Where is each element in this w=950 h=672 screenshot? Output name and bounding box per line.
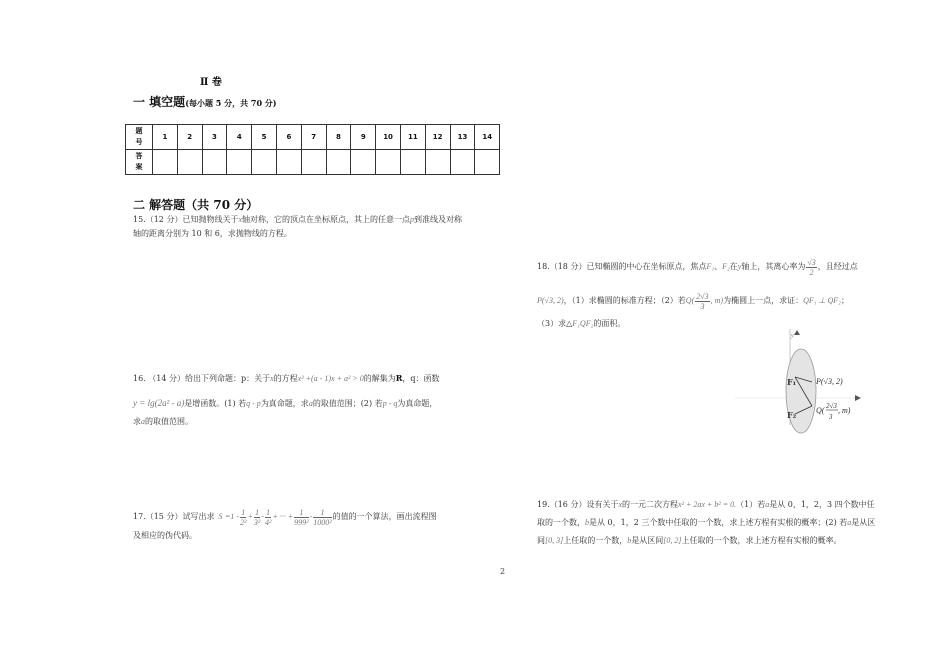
focus-F2-label: F₂	[787, 410, 797, 420]
q16-text-d: ，q：函数	[402, 374, 440, 383]
q19-var-b: b	[585, 518, 589, 527]
q18-text-f: 为椭圆上一点，求证：	[723, 296, 804, 305]
q18-text-g: ；	[840, 296, 849, 305]
question-number-cell: 2	[177, 125, 202, 150]
q18-line-1	[537, 250, 882, 284]
q18-Q-den: 3	[700, 301, 705, 311]
question-number-cell: 1	[153, 125, 178, 150]
answer-cell[interactable]	[153, 150, 178, 175]
question-number-cell: 11	[400, 125, 425, 150]
question-number-cell: 3	[202, 125, 227, 150]
question-number-label: 题 号	[135, 127, 143, 146]
focus-F1-label: F₁	[787, 377, 797, 387]
q17-op-dots: + ··· +	[272, 512, 294, 521]
x-axis-arrow-icon	[855, 395, 861, 401]
q19-var-a-2: a	[847, 518, 852, 527]
q19-text-j: 是从区间	[631, 536, 664, 545]
q17-frac-4	[294, 508, 308, 527]
question-17	[133, 505, 478, 543]
q17-frac-5	[313, 508, 331, 527]
answer-table-header-row	[126, 125, 500, 150]
question-number-cell: 4	[227, 125, 252, 150]
q15-var-p: p	[410, 215, 415, 224]
question-16	[133, 366, 478, 428]
q18-Q-num: 2√3	[696, 291, 709, 301]
q19-text-h: 间	[537, 536, 545, 545]
point-Q-numerator: 2√3	[826, 402, 837, 410]
q18-eccentricity	[806, 258, 816, 277]
q18-text-b: 在	[729, 262, 738, 271]
q17-op-minus: -	[261, 512, 264, 521]
q18-text-e: ，（1）求椭圆的标准方程；（2）若	[563, 296, 686, 305]
answer-table	[125, 124, 500, 175]
question-number-cell: 6	[276, 125, 301, 150]
q19-text-c: （1）若	[736, 500, 766, 509]
q15-var-x: x	[238, 215, 243, 224]
q17-frac-5-den: 1000²	[313, 517, 332, 527]
q17-op-plus: +	[247, 512, 253, 521]
q18-ecc-den: 2	[809, 267, 814, 277]
q17-op-minus-2: -	[309, 512, 313, 521]
q17-line-1	[133, 505, 478, 529]
q19-var-a: a	[765, 500, 770, 509]
q16-text-b: 的方程	[273, 374, 298, 383]
answer-cell[interactable]	[376, 150, 401, 175]
answer-cell[interactable]	[400, 150, 425, 175]
q18-point-Q-pre: Q(	[685, 296, 695, 305]
q19-interval-1: [0, 3]	[545, 536, 564, 545]
question-number-cell: 12	[425, 125, 450, 150]
q17-frac-4-num: 1	[294, 508, 308, 518]
q18-text-d: ，且经过点	[817, 262, 858, 271]
q18-ecc-num: √3	[807, 257, 816, 267]
q19-text-a: 19.（16 分）设有关于	[537, 500, 619, 509]
q16-inequality: x² +(a - 1)x + a² > 0	[297, 374, 364, 383]
q16-text-e: 是增函数。(1) 若	[184, 399, 247, 408]
q17-line-2: 及相应的伪代码。	[133, 531, 197, 540]
q15-text-a: 15.（12 分）已知抛物线关于	[133, 215, 239, 224]
point-Q-suffix: , m)	[838, 406, 851, 415]
q19-line-2	[537, 514, 882, 532]
q16-text-f: 为真命题，求	[260, 399, 309, 408]
q19-text-i: 上任取的一个数，	[563, 536, 628, 545]
q16-text-j: 的取值范围。	[145, 417, 193, 426]
question-18	[537, 250, 882, 330]
q16-var-a-2: a	[141, 417, 145, 426]
q17-frac-1-den: 2²	[240, 517, 247, 527]
q16-text-h: 为真命题，	[397, 399, 438, 408]
answer-cell[interactable]	[326, 150, 351, 175]
question-number-cell: 14	[475, 125, 500, 150]
answer-header	[126, 150, 153, 175]
answer-cell[interactable]	[450, 150, 475, 175]
answer-cell[interactable]	[276, 150, 301, 175]
q15-text-c: 到准线及对称	[414, 215, 463, 224]
solve-section-title: 二 解答题（共 70 分）	[133, 198, 259, 212]
y-axis-arrow-icon	[794, 330, 800, 335]
q17-frac-3-num: 1	[266, 507, 271, 517]
answer-cell[interactable]	[252, 150, 277, 175]
ellipse-shape	[786, 349, 816, 433]
point-Q-prefix: Q(	[816, 406, 825, 415]
q19-text-e: 取的一个数，	[537, 518, 585, 527]
volume-title: Ⅱ 卷	[200, 77, 222, 88]
answer-cell[interactable]	[177, 150, 202, 175]
q16-var-a: a	[308, 399, 313, 408]
q16-set-R: R	[395, 373, 403, 383]
question-15	[133, 213, 473, 241]
q15-line-2: 轴的距离分别为 10 和 6，求抛物线的方程。	[133, 229, 292, 238]
q16-line-1	[133, 366, 478, 391]
q16-proposition-2: p - q	[382, 399, 398, 408]
answer-cell[interactable]	[351, 150, 376, 175]
question-number-cell: 9	[351, 125, 376, 150]
q18-F1: F₁	[706, 262, 715, 271]
point-P-label: P(√3, 2)	[816, 377, 843, 386]
q16-line-2	[133, 391, 478, 416]
q17-frac-2-den: 3²	[253, 517, 261, 527]
q19-var-x: x	[618, 500, 623, 509]
q19-text-f: 是从 0，1，2 三个数中任取的一个数，求上述方程有实根的概率；(2) 若	[589, 518, 848, 527]
question-number-cell: 5	[252, 125, 277, 150]
q16-text-c: 的解集为	[363, 374, 396, 383]
q16-text-g: 的取值范围；(2) 若	[312, 399, 383, 408]
fill-section-title	[133, 93, 277, 110]
q18-triangle: F₁QF₂	[572, 319, 594, 328]
q17-eq-start: =1 -	[225, 512, 240, 521]
q19-equation: x² + 2ax + b² = 0.	[678, 500, 737, 509]
page-number: 2	[500, 567, 506, 576]
question-number-cell: 8	[326, 125, 351, 150]
q19-interval-2: [0, 2]	[663, 536, 682, 545]
q18-point-Q-frac	[695, 292, 709, 311]
q18-line-2	[537, 284, 882, 318]
q19-text-g: 是从区	[851, 518, 876, 527]
q17-frac-3-den: 4²	[264, 517, 272, 527]
q19-line-3	[537, 532, 882, 550]
q17-frac-5-num: 1	[313, 508, 331, 518]
point-Q-denominator: 3	[829, 413, 833, 421]
q17-frac-2	[254, 508, 260, 527]
q15-text-b: 轴对称，它的顶点在坐标原点，其上的任意一点	[242, 215, 411, 224]
q17-text-a: 17.（15 分）试写出求	[133, 512, 215, 521]
q18-text-h: （3）求△	[537, 319, 573, 328]
question-number-cell: 10	[376, 125, 401, 150]
q19-text-b: 的一元二次方程	[622, 500, 679, 509]
q18-text-i: 的面积。	[593, 319, 626, 328]
q19-line-1	[537, 496, 882, 514]
q17-text-b: 的值的一个算法，画出流程图	[332, 512, 437, 521]
q17-frac-1-num: 1	[241, 507, 246, 517]
q17-frac-2-num: 1	[255, 507, 260, 517]
q16-proposition-1: q - p	[246, 399, 261, 408]
q16-line-3	[133, 416, 478, 428]
answer-cell[interactable]	[301, 150, 326, 175]
answer-cell[interactable]	[227, 150, 252, 175]
q19-var-b-2: b	[627, 536, 632, 545]
fill-section-heading: 一 填空题	[133, 95, 186, 109]
answer-cell[interactable]	[425, 150, 450, 175]
ellipse-figure	[735, 325, 865, 440]
q18-var-y: y	[737, 262, 742, 271]
q17-frac-3	[265, 508, 271, 527]
q16-function: y = lg(2a² - a)	[133, 398, 185, 408]
q18-point-Q-post: , m)	[710, 296, 724, 305]
y-axis-label: y	[791, 333, 794, 339]
q18-perp: QF₁ ⊥ QF₂	[803, 296, 841, 305]
question-19	[537, 496, 882, 550]
q16-text-a: 16. （14 分）给出下列命题：p：关于	[133, 374, 271, 383]
answer-cell[interactable]	[475, 150, 500, 175]
q18-F2: F₂	[722, 262, 730, 271]
q18-sep: 、	[714, 262, 723, 271]
q17-frac-1	[240, 508, 246, 527]
question-number-cell: 7	[301, 125, 326, 150]
question-number-header	[126, 125, 153, 150]
q15-line-1	[133, 213, 473, 227]
answer-table-answer-row	[126, 150, 500, 175]
fill-section-note: (每小题 5 分，共 70 分)	[185, 98, 277, 108]
answer-label: 答 案	[135, 152, 143, 171]
q19-text-d: 是从 0，1，2，3 四个数中任	[769, 500, 875, 509]
q16-text-i: 求	[133, 417, 141, 426]
q18-point-P: P(√3, 2)	[537, 296, 564, 305]
q17-var-S: S	[218, 512, 223, 521]
question-number-cell: 13	[450, 125, 475, 150]
q16-var-x: x	[270, 374, 274, 383]
q19-text-k: 上任取的一个数，求上述方程有实根的概率。	[681, 536, 842, 545]
q18-text-a: 18.（18 分）已知椭圆的中心在坐标原点，焦点	[537, 262, 707, 271]
q18-text-c: 轴上，其离心率为	[741, 262, 806, 271]
answer-cell[interactable]	[202, 150, 227, 175]
q17-frac-4-den: 999²	[294, 517, 309, 527]
